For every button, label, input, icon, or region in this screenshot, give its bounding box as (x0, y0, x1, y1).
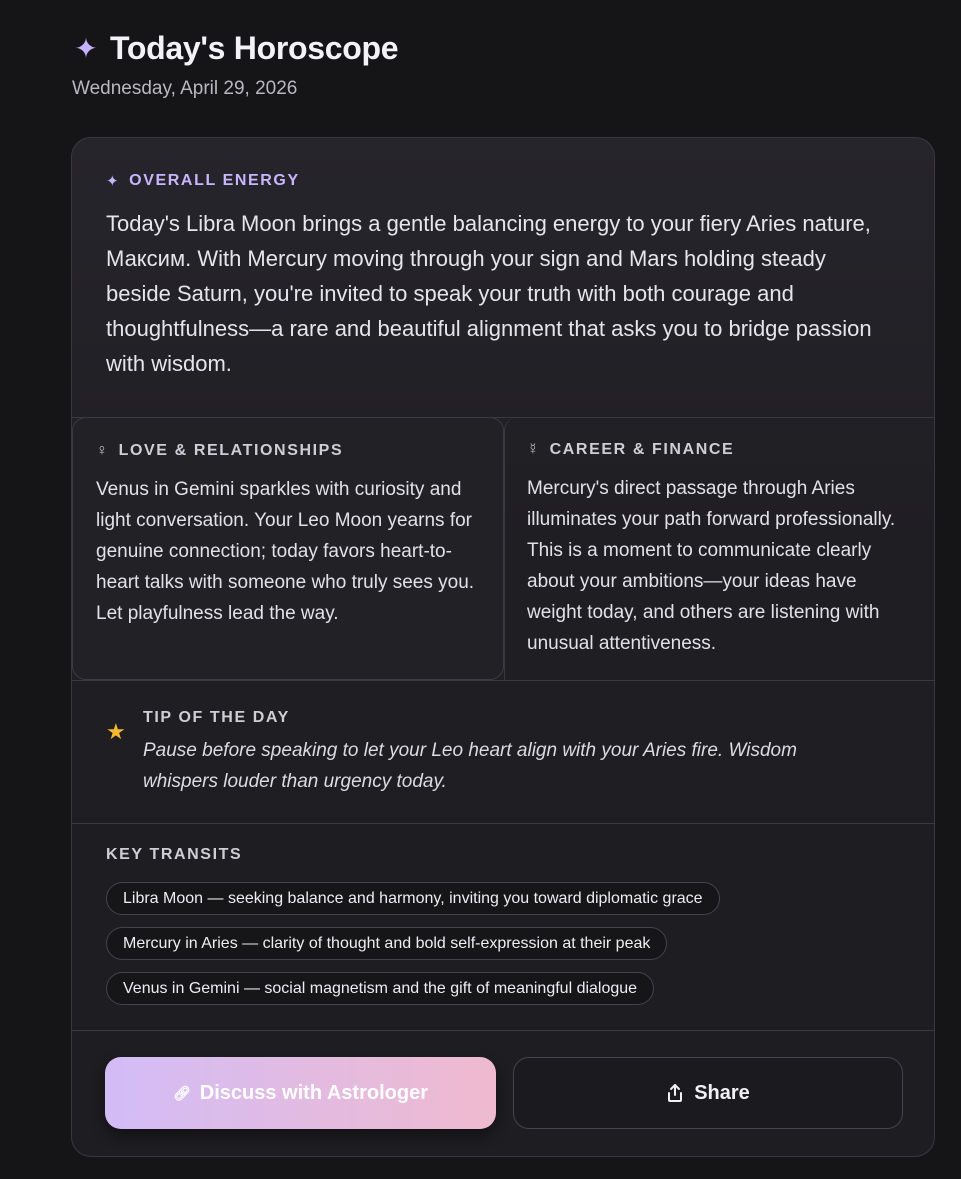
tip-of-the-day-section (72, 680, 934, 823)
transit-pill[interactable]: Venus in Gemini — social magnetism and the gift of meaningful dialogue (106, 972, 654, 1005)
title-row (72, 30, 398, 67)
career-heading (527, 441, 914, 459)
share-button-label: Share (694, 1081, 750, 1104)
sparkle-icon: ✦ (106, 173, 121, 190)
page-title: Today's Horoscope (110, 30, 399, 66)
tip-text: Pause before speaking to let your Leo heart align with your Aries fire. Wisdom whispers louder than urgency today. (143, 740, 797, 792)
key-transits-label: KEY TRANSITS (106, 846, 243, 863)
tip-label: TIP OF THE DAY (143, 709, 290, 726)
transit-pill[interactable]: Mercury in Aries — clarity of thought and bold self-expression at their peak (106, 927, 667, 960)
mercury-icon: ☿ (527, 441, 541, 458)
overall-energy-text: Today's Libra Moon brings a gentle balancing energy to your fiery Aries nature, Максим. With Mercury moving through your sign and Mars holding steady beside Saturn, you're invited to speak your truth with both courage and thoughtfulness—a rare and beautiful alignment that asks you to bridge passion with wisdom. (106, 211, 872, 376)
career-finance-section (504, 417, 935, 680)
career-label: CAREER & FINANCE (549, 441, 735, 458)
sparkle-icon: ✦ (74, 32, 98, 64)
overall-energy-label: OVERALL ENERGY (129, 172, 300, 189)
discuss-with-astrologer-button[interactable] (105, 1057, 496, 1129)
share-icon (666, 1083, 684, 1103)
key-transits-section (72, 823, 934, 1030)
love-heading (96, 442, 481, 460)
page-date: Wednesday, April 29, 2026 (72, 78, 298, 99)
transit-pill[interactable]: Libra Moon — seeking balance and harmony, inviting you toward diplomatic grace (106, 882, 720, 915)
overall-energy-section (72, 138, 934, 417)
career-text: Mercury's direct passage through Aries illuminates your path forward professionally. This is a moment to communicate clearly about your ambitions—your ideas have weight today, and others are listening with unusual attentiveness. (527, 478, 896, 654)
transit-list (106, 882, 900, 1005)
venus-icon: ♀ (96, 442, 110, 459)
love-text: Venus in Gemini sparkles with curiosity and light conversation. Your Leo Moon yearns for genuine connection; today favors heart-to-heart talks with someone who truly sees you. Let playfulness lead the way. (96, 479, 475, 624)
horoscope-card (71, 137, 935, 1157)
love-label: LOVE & RELATIONSHIPS (118, 442, 344, 459)
page-header (72, 30, 398, 100)
share-button[interactable] (513, 1057, 903, 1129)
action-bar (72, 1030, 934, 1157)
star-icon: ★ (106, 719, 126, 744)
tip-content (143, 709, 863, 823)
love-relationships-section (72, 417, 504, 680)
discuss-button-label: Discuss with Astrologer (199, 1081, 428, 1104)
link-icon: 🔗︎ (173, 1084, 191, 1101)
overall-energy-heading (106, 172, 900, 190)
